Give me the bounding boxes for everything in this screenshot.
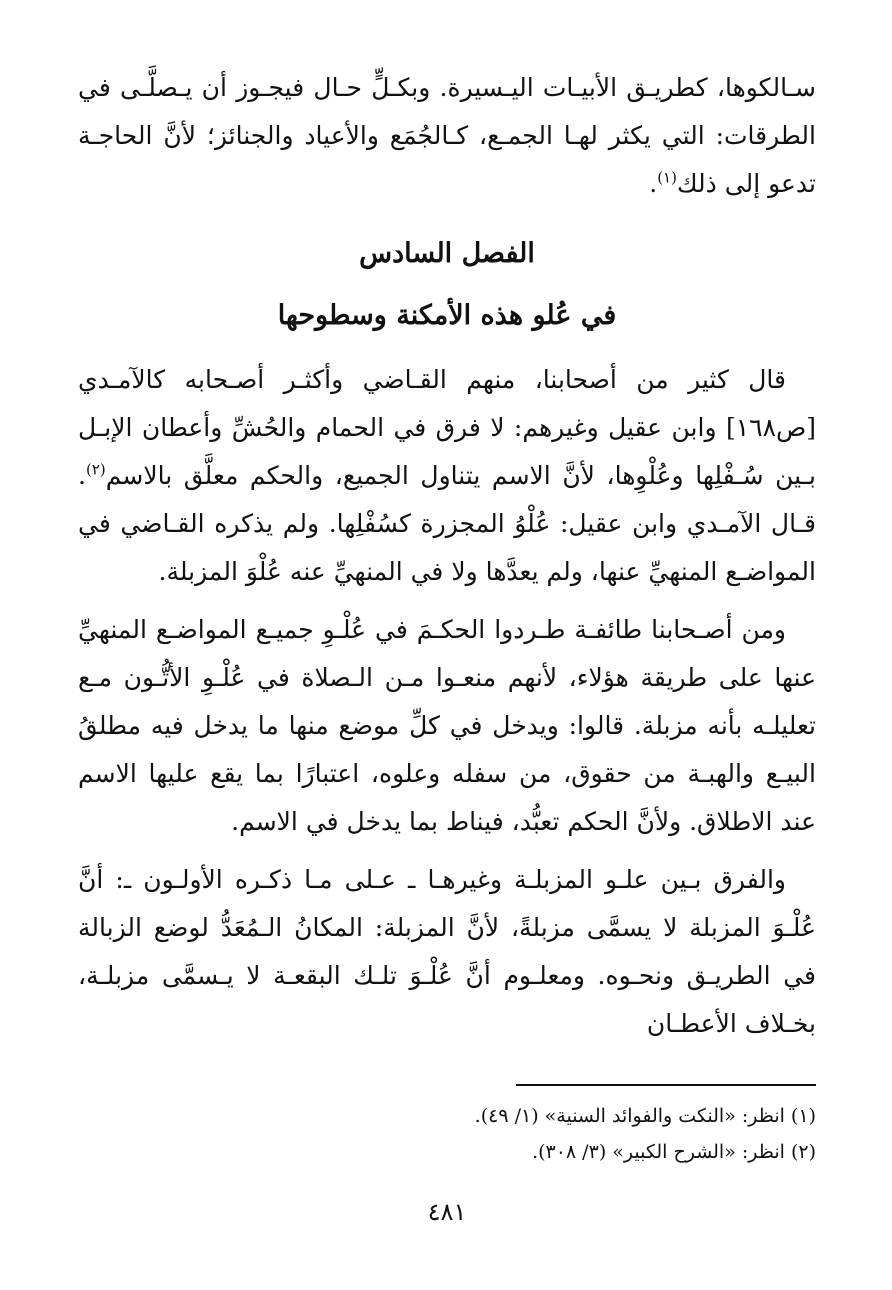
footnotes — [78, 1098, 816, 1170]
chapter-heading: الفصل السادس — [359, 238, 535, 269]
footnote-2: (٢) انظر: «الشرح الكبير» (٣/ ٣٠٨). — [532, 1141, 816, 1163]
footnote-marker-2[interactable]: (٢) — [85, 460, 106, 479]
paragraph-text: . قـال الآمـدي وابن عقيل: عُلْوُ المجزرة كسُفْلِها. ولم يذكره القـاضي في المواضـع المنهيِّ عنها، ولم يعدَّها ولا في المنهيِّ عنه عُلْوَ المزبلة. — [78, 461, 816, 586]
footnote-marker-1[interactable]: (١) — [657, 168, 677, 187]
page-number: ٤٨١ — [427, 1198, 467, 1226]
book-page — [78, 64, 816, 1290]
footnote-1: (١) انظر: «النكت والفوائد السنية» (١/ ٤٩). — [474, 1105, 816, 1127]
paragraph-1 — [78, 356, 816, 596]
paragraph-text: قال كثير من أصحابنا، منهم القـاضي وأكثـر أصـحابه كالآمـدي [ص١٦٨] وابن عقيل وغيرهم: لا فرق في الحمام والحُشِّ وأعطان الإبـل بـين سُـفْلِها وعُلْوِها، لأنَّ الاسم يتناول الجميع، والحكم معلَّق بالاسم — [78, 365, 816, 490]
footnote-divider — [516, 1084, 816, 1086]
paragraph-tail: . — [649, 169, 658, 198]
paragraph-text: سـالكوها، كطريـق الأبيـات اليـسيرة. وبكـلٍّ حـال فيجـوز أن يـصلَّـى في الطرقات: التي يكثر لهـا الجمـع، كـالجُمَع والأعياد والجنائز؛ لأنَّ الحاجـة تدعو إلى ذلك — [78, 73, 816, 198]
paragraph-continuation — [78, 64, 816, 208]
chapter-subheading: في عُلو هذه الأمكنة وسطوحها — [277, 300, 617, 331]
paragraph-2: ومن أصـحابنا طائفـة طـردوا الحكـمَ في عُلْـوِ جميـع المواضـع المنهيِّ عنها على طريقة هؤلاء، لأنهم منعـوا مـن الـصلاة في عُلْـوِ الأتُّـون مـع تعليلـه بأنه مزبلة. قالوا: ويدخل في كلِّ موضع منها ما يدخل فيه مطلقُ البيـع والهبـة من حقوق، من سفله وعلوه، اعتبارًا بما يقع عليها الاسم عند الاطلاق. ولأنَّ الحكم تعبُّد، فيناط بما يدخل في الاسم. — [78, 615, 816, 836]
paragraph-3: والفرق بـين علـو المزبلـة وغيرهـا ـ عـلى مـا ذكـره الأولـون ـ: أنَّ عُلْـوَ المزبلة لا يسمَّى مزبلةً، لأنَّ المزبلة: المكانُ الـمُعَدُّ لوضع الزبالة في الطريـق ونحـوه. ومعلـوم أنَّ عُلْـوَ تلـك البقعـة لا يـسمَّى مزبلـة، بخـلاف الأعطـان — [78, 865, 816, 1038]
